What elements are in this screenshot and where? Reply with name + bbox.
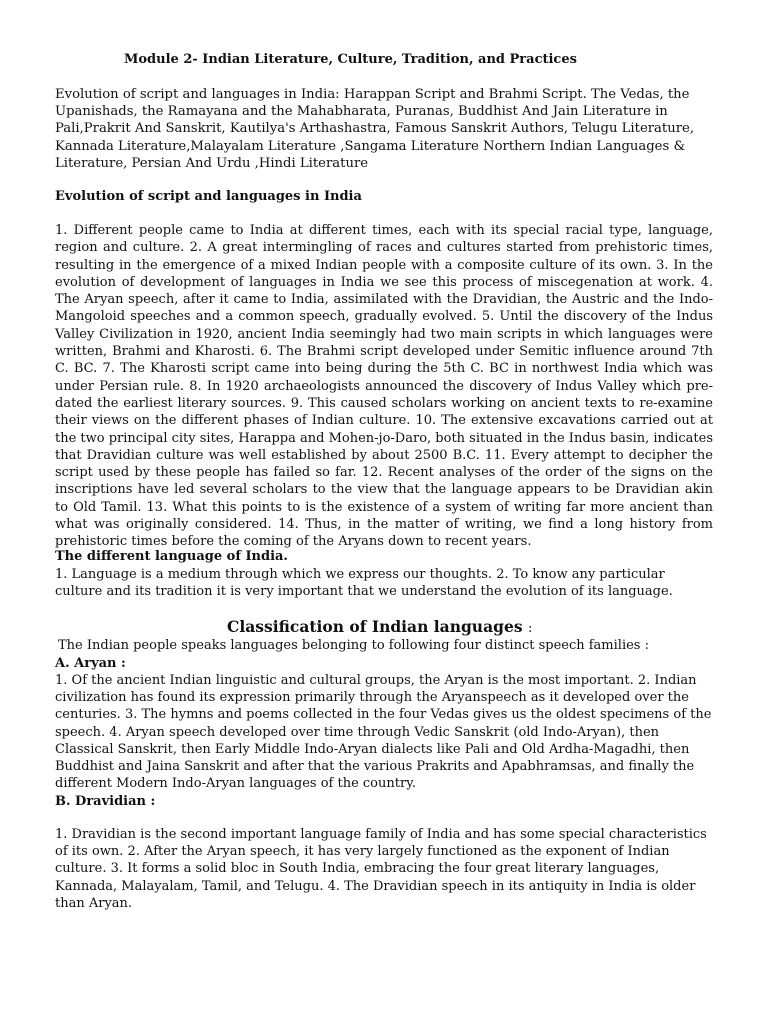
classification-heading-text: Classification of Indian languages [227, 617, 523, 636]
classification-heading-colon: : [527, 621, 533, 636]
dravidian-paragraph: 1. Dravidian is the second important language family of India and has some special characteristics of its own. 2. After the Aryan speech, it has very largely functioned as the exponent of Indian culture. 3. It forms a solid bloc in South India, embracing the four great literary languages, Kannada, Malayalam, Tamil, and Telugu. 4. The Dravidian speech in its antiquity in India is older than Aryan. [55, 827, 707, 911]
aryan-heading: A. Aryan : [55, 656, 126, 671]
languages-paragraph: 1. Language is a medium through which we express our thoughts. 2. To know any particular culture and its tradition it is very important that we understand the evolution of its language. [55, 567, 673, 600]
aryan-paragraph: 1. Of the ancient Indian linguistic and cultural groups, the Aryan is the most important. 2. Indian civilization has found its expression primarily through the Aryanspeech as it developed over the centuries. 3. The hymns and poems collected in the four Vedas gives us the oldest specimens of the speech. 4. Aryan speech developed over time through Vedic Sanskrit (old Indo-Aryan), then Classical Sanskrit, then Early Middle Indo-Aryan dialects like Pali and Old Ardha-Magadhi, then Buddhist and Jaina Sanskrit and after that the various Prakrits and Apabhramsas, and finally the different Modern Indo-Aryan languages of the country. [55, 673, 712, 792]
section-heading-languages: The different language of India. [55, 549, 288, 564]
dravidian-heading: B. Dravidian : [55, 794, 156, 809]
page-title: Module 2- Indian Literature, Culture, Tradition, and Practices [124, 52, 577, 67]
classification-intro: The Indian people speaks languages belonging to following four distinct speech families : [58, 638, 649, 653]
section-heading-evolution: Evolution of script and languages in India [55, 189, 362, 204]
classification-heading [227, 617, 532, 636]
evolution-paragraph: 1. Different people came to India at different times, each with its special racial type, language, region and culture. 2. A great intermingling of races and cultures started from prehistoric times, resulting in the emergence of a mixed Indian people with a composite culture of its own. 3. In the evolution of development of languages in India we see this process of miscegenation at work. 4. The Aryan speech, after it came to India, assimilated with the Dravidian, the Austric and the Indo-Mangoloid speeches and a common speech, gradually evolved. 5. Until the discovery of the Indus Valley Civilization in 1920, ancient India seemingly had two main scripts in which languages were written, Brahmi and Kharosti. 6. The Brahmi script developed under Semitic influence around 7th C. BC. 7. The Kharosti script came into being during the 5th C. BC in northwest India which was under Persian rule. 8. In 1920 archaeologists announced the discovery of Indus Valley which pre-dated the earliest literary sources. 9. This caused scholars working on ancient texts to re-examine their views on the different phases of Indian culture. 10. The extensive excavations carried out at the two principal city sites, Harappa and Mohen-jo-Daro, both situated in the Indus basin, indicates that Dravidian culture was well established by about 2500 B.C. 11. Every attempt to decipher the script used by these people has failed so far. 12. Recent analyses of the order of the signs on the inscriptions have led several scholars to the view that the language appears to be Dravidian akin to Old Tamil. 13. What this points to is the existence of a system of writing far more ancient than what was originally considered. 14. Thus, in the matter of writing, we find a long history from prehistoric times before the coming of the Aryans down to recent years. [55, 223, 713, 550]
intro-paragraph: Evolution of script and languages in India: Harappan Script and Brahmi Script. The Vedas, the Upanishads, the Ramayana and the Mahabharata, Puranas, Buddhist And Jain Literature in Pali,Prakrit And Sanskrit, Kautilya's Arthashastra, Famous Sanskrit Authors, Telugu Literature, Kannada Literature,Malayalam Literature ,Sangama Literature Northern Indian Languages & Literature, Persian And Urdu ,Hindi Literature [55, 87, 695, 171]
